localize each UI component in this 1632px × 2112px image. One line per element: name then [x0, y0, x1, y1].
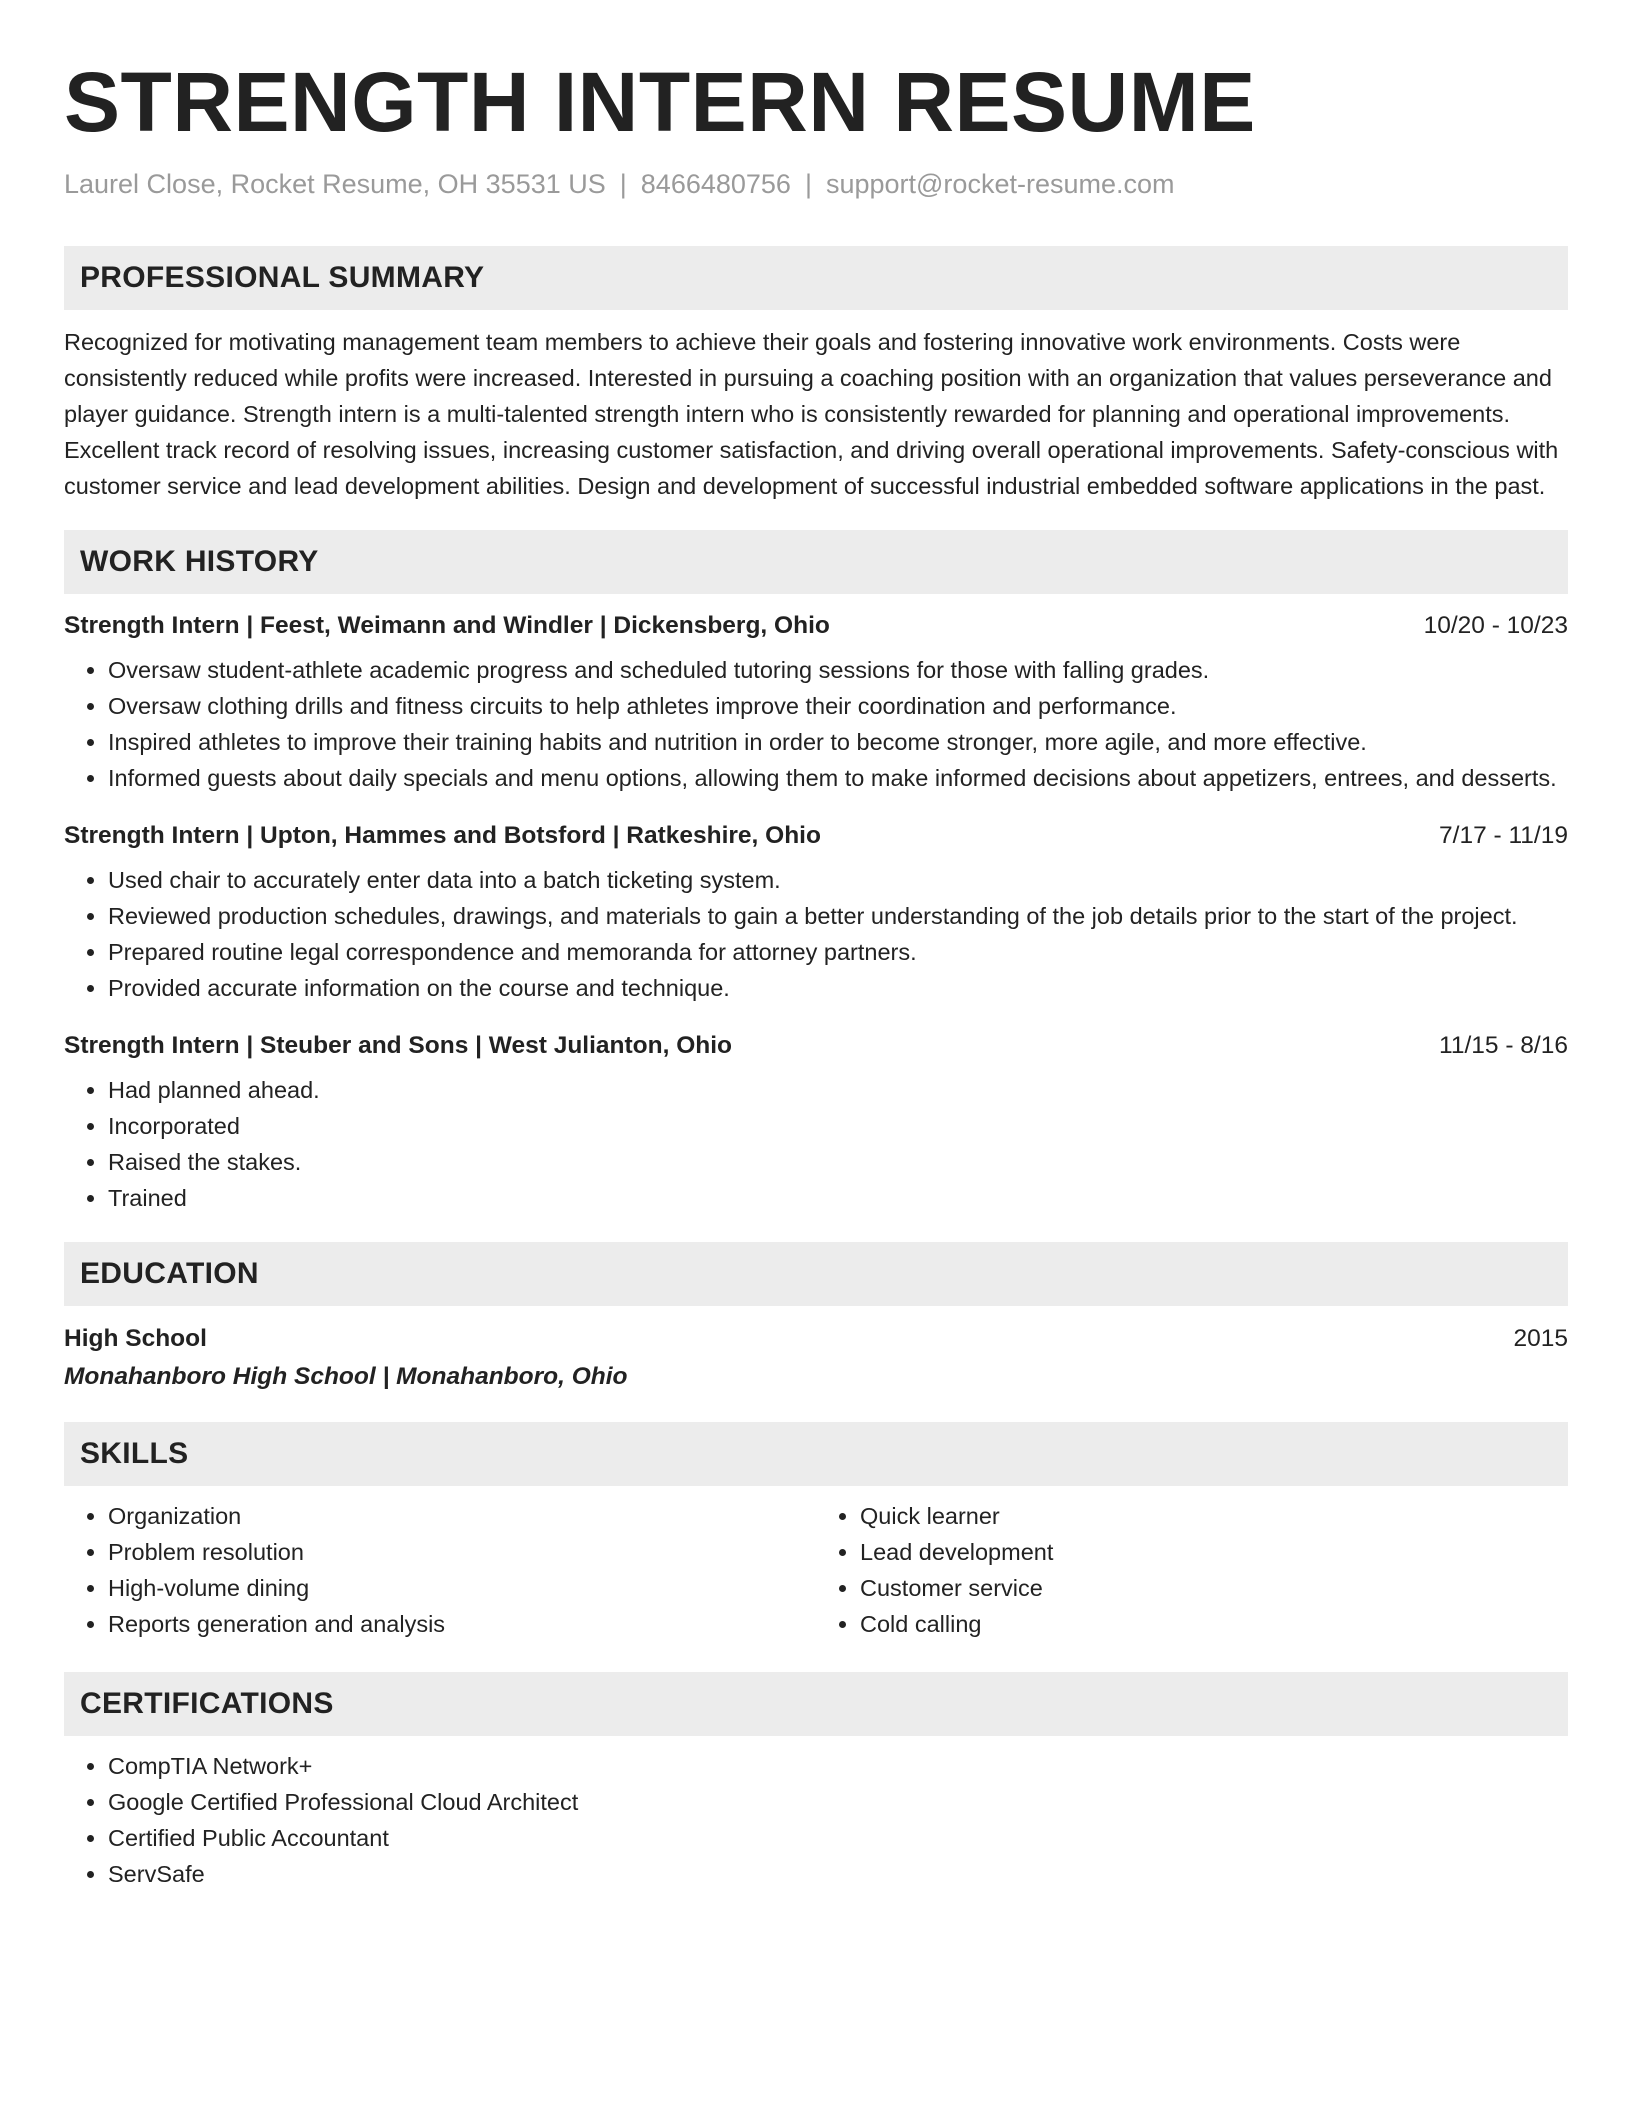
resume-page: [64, 50, 1568, 1892]
skill-item: • Lead development: [860, 1534, 1568, 1570]
skills-list-left: [64, 1498, 816, 1642]
job-title: Strength Intern | Upton, Hammes and Botsford | Ratkeshire, Ohio: [64, 822, 821, 849]
contact-line: [64, 164, 1568, 204]
job-bullets: [64, 862, 1568, 1006]
page-title: STRENGTH INTERN RESUME: [64, 55, 1256, 149]
skill-item: • High-volume dining: [108, 1570, 816, 1606]
skill-item: • Organization: [108, 1498, 816, 1534]
job-dates: 11/15 - 8/16: [1439, 1032, 1568, 1059]
job-bullet: • Provided accurate information on the course and technique.: [108, 970, 1568, 1006]
job-bullet: • Inspired athletes to improve their training habits and nutrition in order to become stronger, more agile, and more effective.: [108, 724, 1568, 760]
job-bullet: • Prepared routine legal correspondence and memoranda for attorney partners.: [108, 934, 1568, 970]
contact-email: support@rocket-resume.com: [825, 169, 1175, 199]
job-header: [64, 608, 1568, 644]
job-bullet: • Trained: [108, 1180, 1568, 1216]
summary-text: Recognized for motivating management team members to achieve their goals and fostering innovative work environments. Costs were consistently reduced while profits were increased. Interested in pursuing a coaching position with an organization that values perseverance and player guidance. Strength intern is a multi-talented strength intern who is consistently rewarded for planning and operational improvements. Excellent track record of resolving issues, increasing customer satisfaction, and driving overall operational improvements. Safety-conscious with customer service and lead development abilities. Design and development of successful industrial embedded software applications in the past.: [64, 329, 1559, 499]
section-heading-skills: SKILLS: [64, 1422, 1568, 1486]
certification-item: • Certified Public Accountant: [108, 1820, 1568, 1856]
skill-item: • Customer service: [860, 1570, 1568, 1606]
job-bullet: • Oversaw student-athlete academic progress and scheduled tutoring sessions for those with falling grades.: [108, 652, 1568, 688]
job-bullets: [64, 1072, 1568, 1216]
job-title: Strength Intern | Steuber and Sons | West Julianton, Ohio: [64, 1032, 732, 1059]
certification-item: • ServSafe: [108, 1856, 1568, 1892]
certification-item: • Google Certified Professional Cloud Architect: [108, 1784, 1568, 1820]
skill-item: • Reports generation and analysis: [108, 1606, 816, 1642]
section-heading-work-history: WORK HISTORY: [64, 530, 1568, 594]
job-bullet: • Informed guests about daily specials and menu options, allowing them to make informed decisions about appetizers, entrees, and desserts.: [108, 760, 1568, 796]
contact-address: Laurel Close, Rocket Resume, OH 35531 US: [64, 169, 606, 199]
job-header: [64, 818, 1568, 854]
section-heading-education: EDUCATION: [64, 1242, 1568, 1306]
section-heading-certifications: CERTIFICATIONS: [64, 1672, 1568, 1736]
job-bullets: [64, 652, 1568, 796]
job-bullet: • Reviewed production schedules, drawings, and materials to gain a better understanding of the job details prior to the start of the project.: [108, 898, 1568, 934]
contact-phone: 8466480756: [640, 169, 791, 199]
skill-item: • Quick learner: [860, 1498, 1568, 1534]
section-heading-summary: PROFESSIONAL SUMMARY: [64, 246, 1568, 310]
skill-item: • Cold calling: [860, 1606, 1568, 1642]
skill-item: • Problem resolution: [108, 1534, 816, 1570]
education-entry: [64, 1320, 1568, 1396]
job-entry: [64, 818, 1568, 1006]
job-entry: [64, 608, 1568, 796]
job-bullet: • Had planned ahead.: [108, 1072, 1568, 1108]
job-bullet: • Incorporated: [108, 1108, 1568, 1144]
education-year: 2015: [1513, 1325, 1568, 1352]
education-school: Monahanboro High School | Monahanboro, Ohio: [64, 1363, 628, 1390]
skills-list-right: [816, 1498, 1568, 1642]
job-header: [64, 1028, 1568, 1064]
education-degree: High School: [64, 1325, 207, 1352]
job-entry: [64, 1028, 1568, 1216]
job-bullet: • Used chair to accurately enter data into a batch ticketing system.: [108, 862, 1568, 898]
job-title: Strength Intern | Feest, Weimann and Windler | Dickensberg, Ohio: [64, 612, 830, 639]
contact-separator: |: [804, 169, 812, 199]
job-bullet: • Oversaw clothing drills and fitness circuits to help athletes improve their coordination and performance.: [108, 688, 1568, 724]
education-header: [64, 1320, 1568, 1358]
certifications-list: [64, 1748, 1568, 1892]
certification-item: • CompTIA Network+: [108, 1748, 1568, 1784]
skills-grid: [64, 1486, 1568, 1642]
job-dates: 7/17 - 11/19: [1439, 822, 1568, 849]
contact-separator: |: [619, 169, 627, 199]
job-dates: 10/20 - 10/23: [1423, 612, 1568, 639]
job-bullet: • Raised the stakes.: [108, 1144, 1568, 1180]
